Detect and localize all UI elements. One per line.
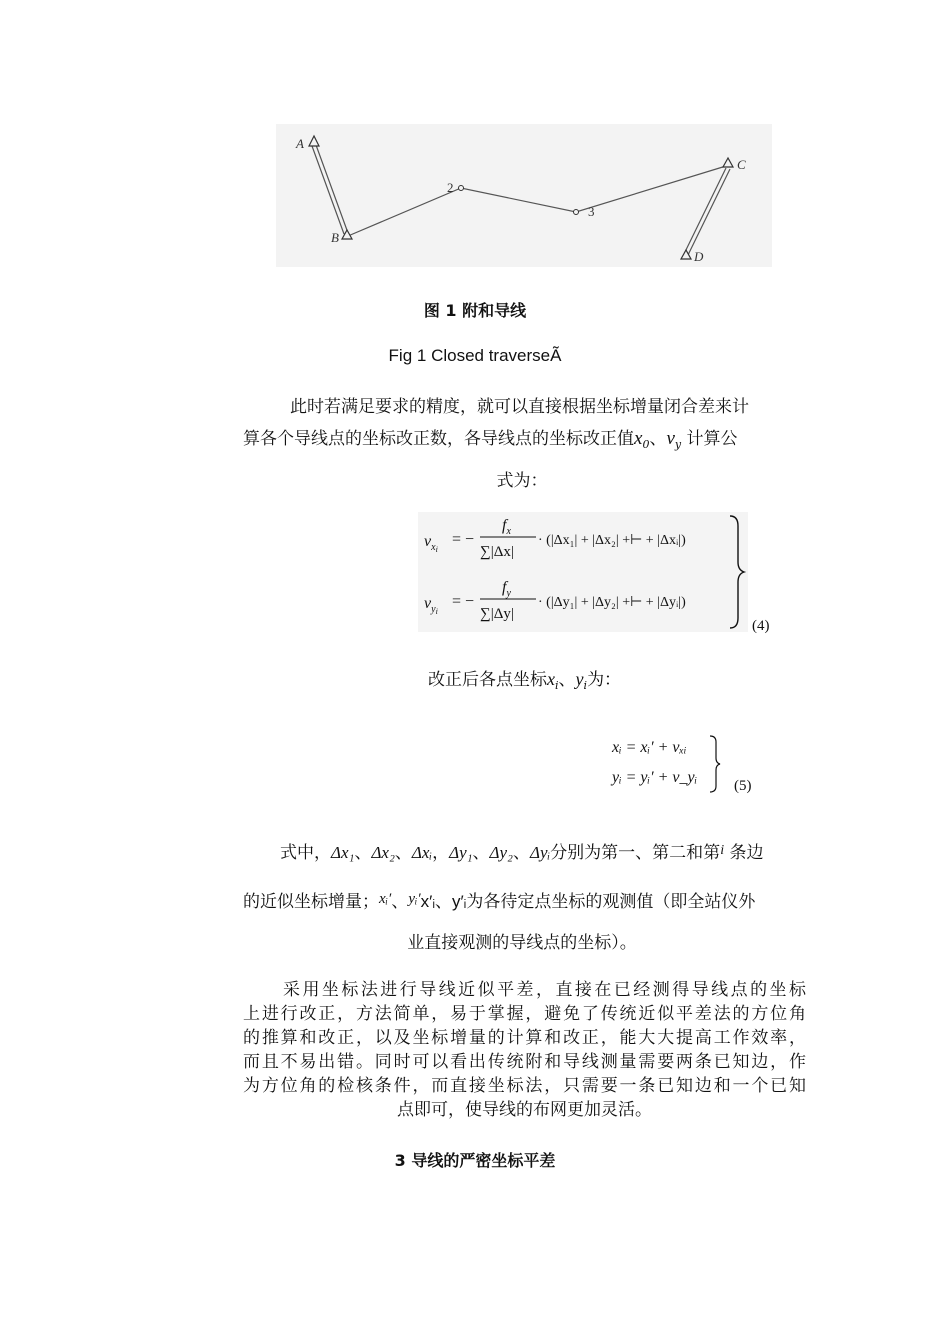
separator: 、 — [649, 429, 667, 449]
paragraph-1-line-2-text-a: 算各个导线点的坐标改正数，各导线点的坐标改正值 — [243, 429, 634, 449]
eq4-right-brace — [730, 516, 744, 628]
eq4-v-y: $v_yi$ — [424, 595, 438, 616]
dxi: Δxᵢ — [411, 843, 433, 862]
dy1: Δy₁ — [449, 843, 473, 862]
paragraph-2-separator: 、 — [558, 670, 576, 690]
paragraph-4-line-1: 采用坐标法进行导线近似平差，直接在已经测得导线点的坐标 — [283, 980, 806, 1000]
eq4-equals-2: = − — [452, 593, 475, 610]
label-d: D — [694, 249, 704, 264]
paragraph-2 — [428, 664, 621, 701]
sep-4: 、 — [512, 843, 530, 863]
label-a: A — [296, 136, 304, 151]
triangle-a — [309, 136, 319, 146]
paragraph-3-text-a: 式中， — [280, 843, 331, 863]
paragraph-1-line-1: 此时若满足要求的精度，就可以直接根据坐标增量闭合差来计 — [290, 397, 749, 417]
section-heading: 3 导线的严密坐标平差 — [394, 1151, 556, 1170]
paragraph-3-text-b: 分别为第一、第二和第 — [550, 843, 721, 863]
paragraph-3-line-3: 业直接观测的导线点的坐标）。 — [407, 933, 637, 953]
xi-subscript: i — [555, 679, 559, 692]
edge-c-d-2 — [688, 169, 730, 255]
paragraph-4-line-3: 的推算和改正，以及坐标增量的计算和改正，能大大提高工作效率， — [243, 1028, 806, 1048]
yi-symbol: y — [575, 669, 584, 689]
label-b: B — [331, 230, 339, 245]
eq4-row1-rhs: · (|Δx₁| + |Δx₂| +⊢ + |Δxᵢ|) — [538, 533, 686, 548]
paragraph-3-line-1 — [280, 836, 763, 868]
eq4-fx: $f_x$ — [502, 517, 511, 537]
point-3-circle — [574, 210, 579, 215]
paragraph-3-line-2 — [243, 884, 755, 917]
eq5-row-2: yᵢ = yᵢ′ + v_yᵢ — [612, 769, 698, 786]
paragraph-4-line-5: 为方位角的检核条件，而直接坐标法，只需要一条已知边和一个已知 — [243, 1076, 806, 1096]
dyi: Δyᵢ — [529, 843, 551, 862]
sep-2: 、 — [394, 843, 412, 863]
label-point-3: 3 — [588, 204, 595, 219]
eq4-v-x: $v_xi$ — [424, 533, 438, 554]
equation-4-box — [418, 512, 748, 632]
eq4-row2-rhs: · (|Δy₁| + |Δy₂| +⊢ + |Δyᵢ|) — [538, 595, 686, 610]
traverse-svg — [276, 124, 772, 267]
paragraph-2-text-b: 为： — [587, 670, 622, 690]
xi-symbol: x — [547, 669, 555, 689]
paragraph-1-line-2 — [243, 424, 813, 460]
triangle-c — [723, 158, 733, 167]
paragraph-3-line-2-text-b: 为各待定点坐标的观测值（即全站仪外 — [466, 892, 756, 912]
paragraph-3-text-c: 条边 — [729, 843, 764, 863]
sep-5: 、 — [391, 892, 409, 912]
paragraph-4-line-6: 点即可，使导线的布网更加灵活。 — [397, 1100, 652, 1120]
x0-symbol: x — [634, 428, 643, 449]
label-c: C — [737, 157, 746, 172]
garbled-xy-prime: x′ᵢ、y′ᵢ — [420, 892, 467, 911]
eq5-row-1: xᵢ = xᵢ′ + vₓᵢ — [612, 739, 687, 756]
edge-a-b-2 — [316, 145, 348, 233]
paragraph-4-line-4: 而且不易出错。同时可以看出传统附和导线测量需要两条已知边，作 — [243, 1052, 806, 1072]
eq4-equals-1: = − — [452, 531, 475, 548]
paragraph-4 — [243, 978, 806, 1122]
figure-caption-english: Fig 1 Closed traverseÃ — [388, 346, 562, 365]
eq4-fy: $f_y$ — [502, 579, 511, 599]
label-point-2: 2 — [447, 180, 454, 195]
yi-prime: yᵢ′ — [408, 891, 421, 907]
figure-caption-chinese: 图 1 附和导线 — [423, 301, 527, 320]
sep-3: 、 — [472, 843, 490, 863]
vy-subscript: y — [674, 438, 682, 451]
traverse-line — [348, 166, 726, 236]
vy-symbol: v — [666, 428, 675, 449]
equation-4-number: (4) — [752, 618, 770, 634]
figure-traverse-diagram — [276, 124, 772, 267]
paragraph-1-line-3: 式为： — [496, 471, 548, 491]
yi-subscript: i — [583, 679, 588, 692]
paragraph-1-line-2-text-b: 计算公 — [686, 429, 738, 449]
edge-a-b-1 — [312, 146, 344, 234]
dx1: Δx₁ — [331, 843, 355, 862]
equation-4-svg — [418, 512, 748, 632]
point-2-circle — [459, 186, 464, 191]
eq4-sum-y: ∑|Δy| — [480, 606, 514, 622]
paragraph-3-line-2-text-a: 的近似坐标增量； — [243, 892, 379, 912]
paragraph-2-text-a: 改正后各点坐标 — [428, 670, 547, 690]
x0-subscript: 0 — [642, 438, 650, 451]
xi-prime: xᵢ′ — [379, 891, 392, 907]
dy2: Δy₂ — [489, 843, 513, 862]
dx2: Δx₂ — [371, 843, 395, 862]
eq4-sum-x: ∑|Δx| — [480, 544, 514, 560]
edge-c-d-1 — [684, 168, 726, 254]
eq5-right-brace — [708, 734, 722, 794]
comma: ， — [432, 843, 450, 863]
i-symbol: i — [720, 843, 725, 858]
sep-1: 、 — [354, 843, 372, 863]
equation-5-box — [612, 734, 722, 794]
paragraph-4-line-2: 上进行改正，方法简单，易于掌握，避免了传统近似平差法的方位角 — [243, 1004, 806, 1024]
equation-5-number: (5) — [734, 778, 752, 794]
